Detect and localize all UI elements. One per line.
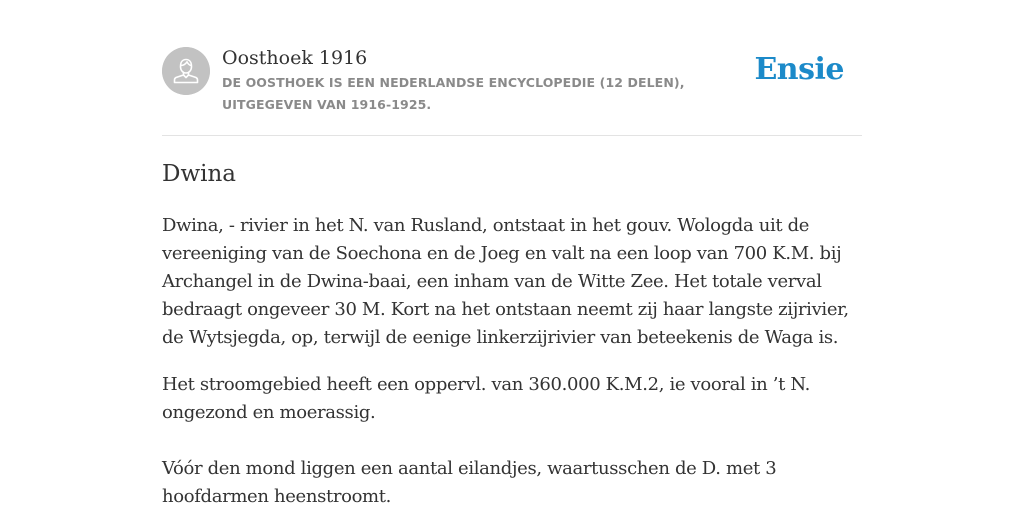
entry-title: Dwina <box>162 161 237 187</box>
entry-body <box>162 212 862 511</box>
ensie-logo-link[interactable]: Ensie <box>754 52 844 87</box>
source-title[interactable]: Oosthoek 1916 <box>222 47 368 69</box>
user-avatar-icon[interactable] <box>162 47 210 95</box>
header-divider <box>162 135 862 136</box>
source-description: DE OOSTHOEK IS EEN NEDERLANDSE ENCYCLOPEDIE (12 DELEN), UITGEGEVEN VAN 1916-1925. <box>222 75 685 112</box>
entry-paragraph: Vóór den mond liggen een aantal eilandjes, waartusschen de D. met 3 hoofdarmen heenstroomt. <box>162 458 777 507</box>
source-header <box>162 46 862 118</box>
entry-paragraph: Dwina, - rivier in het N. van Rusland, ontstaat in het gouv. Wologda uit de vereeniging van de Soechona en de Joeg en valt na een loop van 700 K.M. bij Archangel in de Dwina-baai, een inham van de Witte Zee. Het totale verval bedraagt ongeveer 30 M. Kort na het ontstaan neemt zij haar langste zijrivier, de Wytsjegda, op, terwijl de eenige linkerzijrivier van beteekenis de Waga is. <box>162 215 849 348</box>
entry-paragraph: Het stroomgebied heeft een oppervl. van 360.000 K.M.2, ie vooral in ’t N. ongezond en moerassig. <box>162 374 811 423</box>
